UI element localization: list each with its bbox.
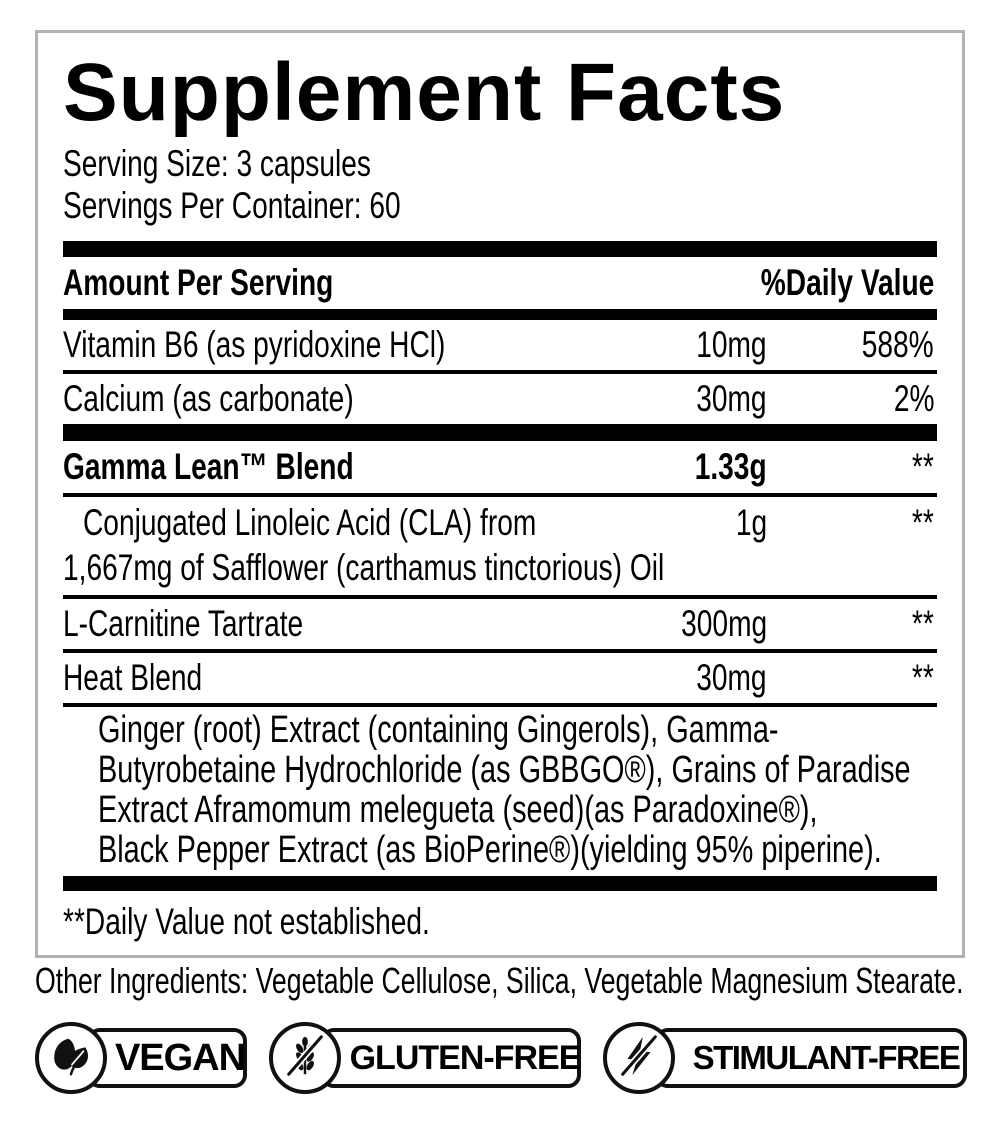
table-row bbox=[63, 320, 937, 370]
amount-value: 30mg bbox=[696, 657, 767, 698]
stimulant-free-badge bbox=[603, 1022, 967, 1094]
other-ingredients: Other Ingredients: Vegetable Cellulose, Silica, Vegetable Magnesium Stearate. bbox=[35, 960, 964, 1001]
separator-bar-thick bbox=[63, 424, 937, 441]
daily-value: ** bbox=[912, 603, 934, 644]
ingredient-name: L-Carnitine Tartrate bbox=[63, 603, 304, 644]
table-row bbox=[63, 497, 937, 595]
daily-value-label: %Daily Value bbox=[760, 262, 934, 303]
separator-bar-thick bbox=[63, 876, 937, 891]
daily-value-footnote: **Daily Value not established. bbox=[63, 901, 430, 942]
vegan-label: VEGAN bbox=[87, 1028, 247, 1088]
amount-value: 1g bbox=[735, 502, 767, 543]
lightning-crossed-icon bbox=[616, 1033, 662, 1084]
supplement-facts-panel bbox=[35, 30, 965, 958]
heat-blend-ingredients: Ginger (root) Extract (containing Gingerols), Gamma- Butyrobetaine Hydrochloride (as GBBGO®), Grains of Paradise Extract Aframomum melegueta (seed)(as Paradoxine®), Black Pepper Extract (as BioPerine®)(yielding 95% piperine). bbox=[98, 709, 911, 871]
ingredient-name: Calcium (as carbonate) bbox=[63, 378, 354, 419]
ingredient-name: Heat Blend bbox=[63, 657, 203, 698]
vegan-badge bbox=[35, 1022, 247, 1094]
table-row bbox=[63, 653, 937, 703]
daily-value: ** bbox=[912, 446, 934, 487]
daily-value: ** bbox=[912, 502, 934, 543]
wheat-crossed-icon bbox=[282, 1033, 328, 1084]
amount-value: 300mg bbox=[681, 603, 767, 644]
separator-bar-thick bbox=[63, 241, 937, 257]
badge-row bbox=[35, 1022, 965, 1094]
ingredient-name: Vitamin B6 (as pyridoxine HCl) bbox=[63, 324, 446, 365]
table-row bbox=[63, 374, 937, 424]
amount-value: 30mg bbox=[696, 378, 767, 419]
table-header-row bbox=[63, 257, 937, 309]
daily-value: 2% bbox=[893, 378, 934, 419]
panel-title: Supplement Facts bbox=[63, 47, 786, 138]
gluten-free-label: GLUTEN-FREE bbox=[321, 1028, 581, 1088]
table-row-blend bbox=[63, 441, 937, 493]
leaf-icon bbox=[48, 1033, 94, 1084]
daily-value: 588% bbox=[862, 324, 934, 365]
amount-value: 1.33g bbox=[695, 446, 767, 487]
serving-size: Serving Size: 3 capsules bbox=[63, 143, 371, 184]
amount-value: 10mg bbox=[696, 324, 767, 365]
table-row bbox=[63, 599, 937, 649]
separator-bar-medium bbox=[63, 309, 937, 320]
stimulant-free-label: STIMULANT-FREE bbox=[655, 1028, 967, 1088]
gluten-free-badge bbox=[269, 1022, 581, 1094]
amount-per-serving-label: Amount Per Serving bbox=[63, 262, 334, 303]
ingredient-name: Conjugated Linoleic Acid (CLA) from 1,667mg of Safflower (carthamus tinctorious) Oil bbox=[63, 502, 665, 588]
blend-name: Gamma Lean™ Blend bbox=[63, 446, 354, 487]
daily-value: ** bbox=[912, 657, 934, 698]
servings-per-container: Servings Per Container: 60 bbox=[63, 185, 401, 226]
